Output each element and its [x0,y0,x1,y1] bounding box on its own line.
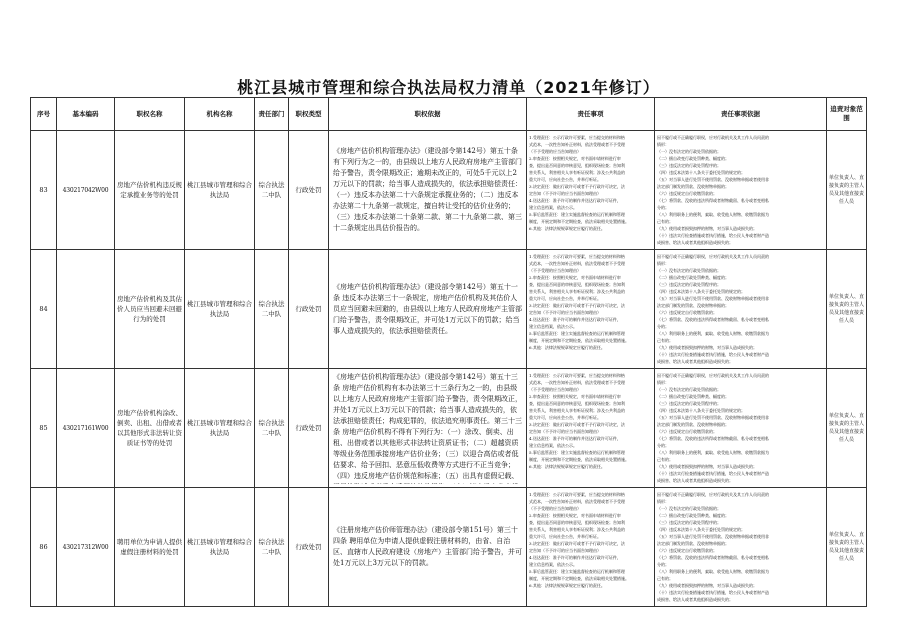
row-accord-line: （一）没有法定的行政处罚依据的； [657,506,721,511]
row-accord-line: 情形： [657,499,669,504]
row-accord-line: （三）违反法定的行政处罚程序的； [657,401,721,406]
row-seq [31,488,57,607]
row-code-text: 430217042W00 [62,186,109,194]
row-matters-line: 定告知（不予许可的应当书面告知理由） [529,548,601,553]
row-matters-line: 制度，开展定期和不定期检查，依法采取相关处置措施。 [529,457,629,462]
table-row [31,131,867,250]
row-seq [31,131,57,250]
row-accord-line: （七）将罚款、没收的违法所得或者财物截留、私分或者变相私 [657,317,769,322]
row-matters-line: 查，提出是否同意的审核意见，组织现场检查；告知利 [529,282,625,287]
row-accord-line: 己有的； [657,219,673,224]
row-accord-line: （七）将罚款、没收的违法所得或者财物截留、私分或者变相私 [657,436,769,441]
row-accord-line: （九）使用或者损毁扣押的财物，对当事人造成损失的； [657,583,757,588]
row-matters-line: 3.决定责任：做出行政许可或者不予行政许可决定，法 [529,422,625,427]
row-accord-line: （二）擅自改变行政处罚种类、幅度的； [657,394,729,399]
row-accord-line: （四）违反本法第十八条关于委托处罚的规定的； [657,408,745,413]
row-basis [329,369,527,488]
row-accord-line: （一）没有法定的行政处罚依据的； [657,268,721,273]
row-matters-line: 定告知（不予许可的应当书面告知理由） [529,191,601,196]
row-object [827,369,867,488]
row-matters-line: 2.审查责任：按照相关规定，对书面申请材料进行审 [529,275,621,280]
row-type [289,369,329,488]
row-accord-line: （六）违反规定自行收缴罚款的； [657,548,717,553]
row-matters-line: 害关系人，利害相关人享有听证权利；涉及公共利益的 [529,170,625,175]
row-accord-line: （四）违反本法第十八条关于委托处罚的规定的； [657,170,745,175]
row-type-text: 行政处罚 [295,542,322,551]
row-code-text: 430217312W00 [62,543,109,551]
row-seq-text: 83 [39,185,48,194]
row-type-text: 行政处罚 [295,304,322,313]
row-code [57,369,115,488]
row-matters-line: 4.送达责任：准予许可的制作并送达行政许可证件， [529,198,621,203]
page-title: 桃江县城市管理和综合执法局权力清单（2021年修订） [237,78,660,97]
row-code [57,488,115,607]
row-org-text: 桃江县城市管理和综合执法局 [187,181,252,199]
row-dept-text: 综合执法二中队 [258,419,285,437]
row-accord-line: （五）对当事人进行处罚不使用罚款、没收财物单据或者使用非 [657,177,769,182]
row-matters-line: 建立信息档案，依法公示。 [529,562,577,567]
row-matters-line: 3.决定责任：做出行政许可或者不予行政许可决定，法 [529,541,625,546]
row-matters-line: 2.审查责任：按照相关规定，对书面申请材料进行审 [529,513,621,518]
row-matters-line: 害关系人，利害相关人享有听证权利；涉及公共利益的 [529,289,625,294]
header-seq: 序号 [31,98,57,131]
row-org-text: 桃江县城市管理和综合执法局 [187,300,252,318]
row-matters-line: 制度，开展定期和不定期检查，依法采取相关处置措施。 [529,219,629,224]
row-accord-line: （九）使用或者损毁扣押的财物，对当事人造成损失的； [657,226,757,231]
row-matters-line: 重大许可，应向社会公告，并举行听证。 [529,415,601,420]
table-row [31,250,867,369]
row-matters [527,488,655,607]
row-matters-line: （不予受理的应当告知理由） [529,268,581,273]
header-dept: 责任部门 [255,98,289,131]
row-matters-line: 制度，开展定期和不定期检查，依法采取相关处置措施。 [529,576,629,581]
row-accord-line: 己有的； [657,576,673,581]
row-basis [329,131,527,250]
row-accord-line: （六）违反规定自行收缴罚款的； [657,310,717,315]
row-basis-text: 《注册房地产估价师管理办法》（建设部令第151号）第三十四条 聘用单位为申请人提供虚假注册材料的，由省、自治区、直辖市人民政府建设（房地产）主管部门给予警告，并可处1万元以上3万元以下的罚款。 [333,526,522,567]
row-accord-line: （三）违反法定的行政处罚程序的； [657,163,721,168]
row-accord-line: 因不履行或不正确履行职权，应对行政机关及其工作人员问责的 [657,492,769,497]
row-seq-text: 84 [39,304,48,313]
row-matters-line: 重大许可，应向社会公告，并举行听证。 [529,177,601,182]
row-matters-line: 重大许可，应向社会公告，并举行听证。 [529,296,601,301]
row-matters [527,131,655,250]
row-matters-line: 式范本，一次性告知补正材料，依法受理或者不予受理 [529,261,625,266]
row-accord-line: （一）没有法定的行政处罚依据的； [657,149,721,154]
row-object [827,250,867,369]
row-org-text: 桃江县城市管理和综合执法局 [187,538,252,556]
row-matters-line: 建立信息档案，依法公示。 [529,324,577,329]
row-name [115,250,185,369]
header-org: 机构名称 [185,98,255,131]
row-object [827,131,867,250]
row-accord [655,369,827,488]
row-matters-line: （不予受理的应当告知理由） [529,149,581,154]
row-org [185,369,255,488]
row-matters-line: 1.受理责任：公示行政许可要素，应当提交的材料和格 [529,492,625,497]
row-accord-line: （九）使用或者损毁扣押的财物，对当事人造成损失的； [657,345,757,350]
row-dept [255,250,289,369]
row-dept-text: 综合执法二中队 [258,181,285,199]
row-matters-line: 6.其他：法律法规规章规定应履行的责任。 [529,583,605,588]
row-accord-line: 情形： [657,142,669,147]
row-matters-line: 查，提出是否同意的审核意见，组织现场检查；告知利 [529,163,625,168]
row-accord-line: 因不履行或不正确履行职权，应对行政机关及其工作人员问责的 [657,254,769,259]
row-accord-line: 法定部门制发的罚款、没收财物单据的； [657,184,729,189]
row-matters-line: 4.送达责任：准予许可的制作并送达行政许可证件， [529,555,621,560]
row-matters [527,250,655,369]
row-type [289,250,329,369]
row-accord [655,131,827,250]
row-code [57,250,115,369]
row-dept-text: 综合执法二中队 [258,300,285,318]
row-matters-line: 建立信息档案，依法公示。 [529,443,577,448]
row-accord-line: （十）违法实行检查措施或者执行措施，给公民人身或者财产造 [657,590,769,595]
row-name-text: 房地产估价机构违反规定承揽业务等的处罚 [117,181,182,199]
row-accord-line: （十）违法实行检查措施或者执行措施，给公民人身或者财产造 [657,471,769,476]
row-name [115,131,185,250]
row-accord-line: 因不履行或不正确履行职权，应对行政机关及其工作人员问责的 [657,373,769,378]
row-accord-line: 情形： [657,380,669,385]
row-name-text: 房地产估价机构及其估价人员应当回避未回避行为的处罚 [117,295,182,323]
row-name [115,369,185,488]
header-row [31,98,867,131]
row-matters-line: 3.决定责任：做出行政许可或者不予行政许可决定，法 [529,303,625,308]
row-accord-line: （八）利用职务上的便利，索取、收受他人财物、收缴罚款据为 [657,212,769,217]
row-accord-line: （三）违反法定的行政处罚程序的； [657,520,721,525]
row-accord-line: （七）将罚款、没收的违法所得或者财物截留、私分或者变相私 [657,198,769,203]
row-dept-text: 综合执法二中队 [258,538,285,556]
row-accord-line: （六）违反规定自行收缴罚款的； [657,191,717,196]
row-matters-line: 4.送达责任：准予许可的制作并送达行政许可证件， [529,317,621,322]
row-matters-line: 定告知（不予许可的应当书面告知理由） [529,310,601,315]
row-basis-text: 《房地产估价机构管理办法》（建设部令第142号）第五十一条 违反本办法第三十一条规定，房地产估价机构及其估价人员应当回避未回避的，由县级以上地方人民政府房地产主管部门给予警告，责令限期改正，并可处1万元以下的罚款；给当事人造成损失的，依法承担赔偿责任。 [333,282,522,335]
row-basis-text: 《房地产估价机构管理办法》（建设部令第142号）第五十条 有下列行为之一的，由县级以上地方人民政府房地产主管部门给予警告，责令限期改正；逾期未改正的，可处5千元以上2万元以下的罚款；给当事人造成损失的，依法承担赔偿责任：（一）违反本办法第二十六条规定承揽业务的；（二）违反本办法第二十九条第一款规定，擅自转让受托的估价业务的；（三）违反本办法第二十条第二款、第二十九条第二款、第三十二条规定出具估价报告的。 [333,147,522,232]
table-row [31,369,867,488]
row-accord-line: （五）对当事人进行处罚不使用罚款、没收财物单据或者使用非 [657,534,769,539]
row-code-text: 430217161W00 [62,424,109,432]
row-matters-line: 5.事后监管责任：建立实施监督检查的运行机制和管理 [529,569,625,574]
row-basis [329,488,527,607]
row-name-text: 房地产估价机构涂改、倒卖、出租、出借或者以其他形式非法转让资质证书等的处罚 [117,409,182,447]
row-accord-line: （十）违法实行检查措施或者执行措施，给公民人身或者财产造 [657,352,769,357]
row-matters-line: 式范本，一次性告知补正材料，依法受理或者不予受理 [529,380,625,385]
row-accord-line: 成损害、给法人或者其他组织造成损失的； [657,478,733,483]
row-matters-line: 6.其他：法律法规规章规定应履行的责任。 [529,345,605,350]
row-accord-line: （九）使用或者损毁扣押的财物，对当事人造成损失的； [657,464,757,469]
row-accord-line: 法定部门制发的罚款、没收财物单据的； [657,422,729,427]
row-matters-line: 定告知（不予许可的应当书面告知理由） [529,429,601,434]
row-accord-line: 己有的； [657,338,673,343]
row-matters-line: 1.受理责任：公示行政许可要素，应当提交的材料和格 [529,254,625,259]
row-dept [255,488,289,607]
row-matters-line: （不予受理的应当告知理由） [529,387,581,392]
row-accord-line: 法定部门制发的罚款、没收财物单据的； [657,303,729,308]
row-matters-line: 害关系人，利害相关人享有听证权利；涉及公共利益的 [529,527,625,532]
row-object-text: 单位负责人、直接负责的主管人员及其他直接责任人员 [829,413,864,443]
row-accord [655,250,827,369]
row-matters-line: 制度，开展定期和不定期检查，依法采取相关处置措施。 [529,338,629,343]
row-accord-line: （六）违反规定自行收缴罚款的； [657,429,717,434]
row-matters-line: 查，提出是否同意的审核意见，组织现场检查；告知利 [529,401,625,406]
row-accord-line: 分的； [657,562,669,567]
row-basis [329,250,527,369]
row-matters-line: 害关系人，利害相关人享有听证权利；涉及公共利益的 [529,408,625,413]
row-org-text: 桃江县城市管理和综合执法局 [187,419,252,437]
table-row [31,488,867,607]
row-org [185,131,255,250]
row-type-text: 行政处罚 [295,185,322,194]
row-accord-line: （二）擅自改变行政处罚种类、幅度的； [657,513,729,518]
row-matters-line: 式范本，一次性告知补正材料，依法受理或者不予受理 [529,142,625,147]
row-seq-text: 85 [39,423,48,432]
row-accord-line: （五）对当事人进行处罚不使用罚款、没收财物单据或者使用非 [657,296,769,301]
row-accord-line: （四）违反本法第十八条关于委托处罚的规定的； [657,527,745,532]
row-accord-line: （八）利用职务上的便利，索取、收受他人财物、收缴罚款据为 [657,331,769,336]
row-accord-line: 法定部门制发的罚款、没收财物单据的； [657,541,729,546]
row-matters-line: 6.其他：法律法规规章规定应履行的责任。 [529,226,605,231]
row-matters [527,369,655,488]
row-basis-text: 《房地产估价机构管理办法》（建设部令第142号）第五十三条 房地产估价机构有本办法第三十三条行为之一的，由县级以上地方人民政府房地产主管部门给予警告，责令限期改正，并处1万元以上3万元以下的罚款；给当事人造成损失的，依法承担赔偿责任；构成犯罪的，依法追究刑事责任。第三十三条 房地产估价机构不得有下列行为：（一）涂改、倒卖、出租、出借或者以其他形式非法转让资质证书；（二）超越资质等级业务范围承接房地产估价业务；（三）以迎合高估或者低估要求、给予回扣、恶意压低收费等方式进行不正当竞争；（四）违反房地产估价规范和标准；（五）出具有虚假记载、 [333,373,522,480]
row-accord-line: 因不履行或不正确履行职权，应对行政机关及其工作人员问责的 [657,135,769,140]
row-accord [655,488,827,607]
row-seq [31,369,57,488]
row-matters-line: 1.受理责任：公示行政许可要素，应当提交的材料和格 [529,135,625,140]
row-matters-line: 查，提出是否同意的审核意见，组织现场检查；告知利 [529,520,625,525]
row-accord-line: （一）没有法定的行政处罚依据的； [657,387,721,392]
row-seq [31,250,57,369]
row-accord-line: （四）违反本法第十八条关于委托处罚的规定的； [657,289,745,294]
row-accord-line: 己有的； [657,457,673,462]
row-accord-line: 分的； [657,205,669,210]
header-name: 职权名称 [115,98,185,131]
row-object-text: 单位负责人、直接负责的主管人员及其他直接责任人员 [829,175,864,205]
row-matters-line: 3.决定责任：做出行政许可或者不予行政许可决定，法 [529,184,625,189]
row-matters-line: 1.受理责任：公示行政许可要素，应当提交的材料和格 [529,373,625,378]
header-accord: 责任事项依据 [655,98,827,131]
row-type [289,131,329,250]
row-accord-line: （二）擅自改变行政处罚种类、幅度的； [657,275,729,280]
row-code [57,131,115,250]
row-accord-line: 成损害、给法人或者其他组织造成损失的； [657,240,733,245]
row-accord-line: 分的； [657,324,669,329]
row-matters-line: 5.事后监管责任：建立实施监督检查的运行机制和管理 [529,450,625,455]
row-dept [255,369,289,488]
row-matters-line: 6.其他：法律法规规章规定应履行的责任。 [529,464,605,469]
row-type-text: 行政处罚 [295,423,322,432]
row-accord-line: 成损害、给法人或者其他组织造成损失的； [657,597,733,602]
row-seq-text: 86 [39,542,48,551]
row-org [185,488,255,607]
header-type: 职权类型 [289,98,329,131]
row-accord-line: （三）违反法定的行政处罚程序的； [657,282,721,287]
row-accord-line: （八）利用职务上的便利，索取、收受他人财物、收缴罚款据为 [657,569,769,574]
row-matters-line: 2.审查责任：按照相关规定，对书面申请材料进行审 [529,156,621,161]
header-basis: 职权依据 [329,98,527,131]
row-accord-line: （二）擅自改变行政处罚种类、幅度的； [657,156,729,161]
row-org [185,250,255,369]
row-name [115,488,185,607]
row-matters-line: 5.事后监管责任：建立实施监督检查的运行机制和管理 [529,212,625,217]
header-code: 基本编码 [57,98,115,131]
row-matters-line: （不予受理的应当告知理由） [529,506,581,511]
row-object-text: 单位负责人、直接负责的主管人员及其他直接责任人员 [829,294,864,324]
row-accord-line: 分的； [657,443,669,448]
row-matters-line: 2.审查责任：按照相关规定，对书面申请材料进行审 [529,394,621,399]
row-dept [255,131,289,250]
row-accord-line: 成损害、给法人或者其他组织造成损失的； [657,359,733,364]
row-accord-line: （十）违法实行检查措施或者执行措施，给公民人身或者财产造 [657,233,769,238]
row-matters-line: 式范本，一次性告知补正材料，依法受理或者不予受理 [529,499,625,504]
header-object: 追责对象范围 [827,98,867,131]
row-object [827,488,867,607]
row-name-text: 聘用单位为申请人提供虚假注册材料的处罚 [117,538,182,556]
row-object-text: 单位负责人、直接负责的主管人员及其他直接责任人员 [829,532,864,562]
row-accord-line: （八）利用职务上的便利，索取、收受他人财物、收缴罚款据为 [657,450,769,455]
row-type [289,488,329,607]
row-matters-line: 建立信息档案，依法公示。 [529,205,577,210]
row-accord-line: （七）将罚款、没收的违法所得或者财物截留、私分或者变相私 [657,555,769,560]
row-accord-line: 情形： [657,261,669,266]
row-matters-line: 重大许可，应向社会公告，并举行听证。 [529,534,601,539]
header-matters: 责任事项 [527,98,655,131]
row-matters-line: 5.事后监管责任：建立实施监督检查的运行机制和管理 [529,331,625,336]
power-list-table [30,97,867,607]
row-accord-line: （五）对当事人进行处罚不使用罚款、没收财物单据或者使用非 [657,415,769,420]
row-matters-line: 4.送达责任：准予许可的制作并送达行政许可证件， [529,436,621,441]
